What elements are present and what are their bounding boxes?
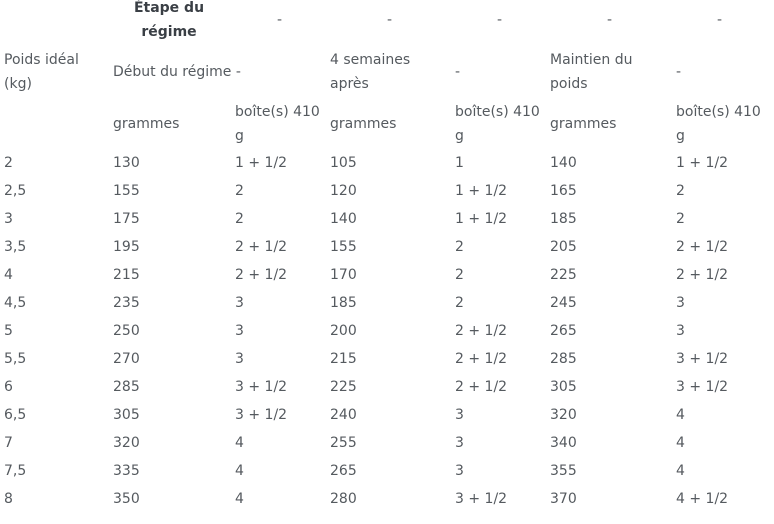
cell-debut-boites: 2 <box>235 183 244 199</box>
table-row <box>0 457 774 485</box>
cell-poids-ideal: 6 <box>4 379 13 395</box>
unit-grammes-2: grammes <box>330 116 397 132</box>
cell-debut-boites: 2 <box>235 211 244 227</box>
col-4-semaines-line1: 4 semaines <box>330 52 411 68</box>
header-dash: - <box>717 12 723 28</box>
cell-semaines-grammes: 265 <box>330 463 357 479</box>
unit-boites-3 <box>676 100 761 148</box>
unit-boites-1 <box>235 100 320 148</box>
cell-semaines-grammes: 185 <box>330 295 357 311</box>
col-maintien-line1: Maintien du <box>550 52 633 68</box>
cell-semaines-boites: 2 + 1/2 <box>455 323 508 339</box>
cell-poids-ideal: 2,5 <box>4 183 27 199</box>
cell-semaines-grammes: 255 <box>330 435 357 451</box>
col-debut-regime-dash: - <box>235 64 241 80</box>
cell-semaines-grammes: 105 <box>330 155 357 171</box>
cell-maintien-boites: 4 + 1/2 <box>676 491 729 507</box>
cell-semaines-grammes: 120 <box>330 183 357 199</box>
cell-maintien-boites: 4 <box>676 407 685 423</box>
cell-semaines-grammes: 140 <box>330 211 357 227</box>
cell-debut-grammes: 250 <box>113 323 140 339</box>
cell-semaines-boites: 2 <box>455 239 464 255</box>
cell-debut-boites: 4 <box>235 435 244 451</box>
table-row <box>0 401 774 429</box>
cell-maintien-grammes: 340 <box>550 435 577 451</box>
col-4-semaines-dash: - <box>455 64 461 80</box>
unit-boites-1-line1: boîte(s) 410 <box>235 104 320 120</box>
cell-maintien-grammes: 185 <box>550 211 577 227</box>
cell-debut-grammes: 130 <box>113 155 140 171</box>
cell-poids-ideal: 7 <box>4 435 13 451</box>
table-row <box>0 261 774 289</box>
col-4-semaines <box>330 48 410 96</box>
cell-maintien-grammes: 205 <box>550 239 577 255</box>
table-row <box>0 429 774 457</box>
cell-debut-grammes: 270 <box>113 351 140 367</box>
unit-boites-1-line2: g <box>235 128 244 144</box>
cell-maintien-boites: 4 <box>676 435 685 451</box>
cell-maintien-boites: 4 <box>676 463 685 479</box>
cell-semaines-boites: 2 <box>455 295 464 311</box>
unit-boites-3-line1: boîte(s) 410 <box>676 104 761 120</box>
col-poids-ideal-line2: (kg) <box>4 76 32 92</box>
cell-maintien-grammes: 320 <box>550 407 577 423</box>
cell-semaines-boites: 1 + 1/2 <box>455 183 508 199</box>
cell-poids-ideal: 7,5 <box>4 463 27 479</box>
cell-semaines-boites: 3 <box>455 407 464 423</box>
cell-poids-ideal: 6,5 <box>4 407 27 423</box>
unit-boites-2 <box>455 100 540 148</box>
header-dash: - <box>387 12 393 28</box>
header-dash: - <box>497 12 503 28</box>
cell-debut-grammes: 285 <box>113 379 140 395</box>
cell-debut-boites: 3 + 1/2 <box>235 379 288 395</box>
cell-poids-ideal: 8 <box>4 491 13 507</box>
cell-maintien-boites: 1 + 1/2 <box>676 155 729 171</box>
cell-debut-boites: 3 <box>235 323 244 339</box>
cell-debut-grammes: 235 <box>113 295 140 311</box>
unit-grammes-3: grammes <box>550 116 617 132</box>
cell-debut-grammes: 350 <box>113 491 140 507</box>
cell-maintien-grammes: 245 <box>550 295 577 311</box>
cell-semaines-grammes: 155 <box>330 239 357 255</box>
cell-maintien-grammes: 370 <box>550 491 577 507</box>
col-debut-regime <box>113 60 241 84</box>
table-row <box>0 177 774 205</box>
cell-debut-boites: 3 + 1/2 <box>235 407 288 423</box>
cell-maintien-boites: 3 + 1/2 <box>676 379 729 395</box>
cell-maintien-grammes: 305 <box>550 379 577 395</box>
cell-poids-ideal: 5 <box>4 323 13 339</box>
stage-header-title-line2: régime <box>141 24 197 40</box>
cell-semaines-boites: 2 + 1/2 <box>455 351 508 367</box>
cell-semaines-boites: 2 + 1/2 <box>455 379 508 395</box>
header-dash: - <box>277 12 283 28</box>
cell-semaines-grammes: 170 <box>330 267 357 283</box>
cell-debut-boites: 1 + 1/2 <box>235 155 288 171</box>
col-poids-ideal <box>4 48 79 96</box>
cell-semaines-grammes: 215 <box>330 351 357 367</box>
cell-maintien-grammes: 285 <box>550 351 577 367</box>
cell-poids-ideal: 5,5 <box>4 351 27 367</box>
table-row <box>0 149 774 177</box>
header-dash: - <box>607 12 613 28</box>
cell-maintien-grammes: 355 <box>550 463 577 479</box>
cell-maintien-boites: 2 <box>676 183 685 199</box>
cell-maintien-grammes: 140 <box>550 155 577 171</box>
cell-debut-grammes: 175 <box>113 211 140 227</box>
cell-debut-grammes: 320 <box>113 435 140 451</box>
col-maintien-dash: - <box>676 64 682 80</box>
cell-semaines-boites: 3 <box>455 463 464 479</box>
unit-boites-2-line1: boîte(s) 410 <box>455 104 540 120</box>
table-row <box>0 317 774 345</box>
table-row <box>0 373 774 401</box>
cell-poids-ideal: 2 <box>4 155 13 171</box>
col-poids-ideal-line1: Poids idéal <box>4 52 79 68</box>
cell-poids-ideal: 3,5 <box>4 239 27 255</box>
cell-debut-grammes: 305 <box>113 407 140 423</box>
cell-maintien-boites: 2 + 1/2 <box>676 239 729 255</box>
cell-maintien-grammes: 225 <box>550 267 577 283</box>
unit-boites-3-line2: g <box>676 128 685 144</box>
cell-debut-boites: 2 + 1/2 <box>235 239 288 255</box>
cell-poids-ideal: 4 <box>4 267 13 283</box>
col-debut-regime-label: Début du régime <box>113 64 232 80</box>
col-maintien <box>550 48 633 96</box>
unit-grammes-1: grammes <box>113 116 180 132</box>
cell-semaines-grammes: 200 <box>330 323 357 339</box>
cell-debut-grammes: 195 <box>113 239 140 255</box>
cell-debut-grammes: 335 <box>113 463 140 479</box>
cell-poids-ideal: 4,5 <box>4 295 27 311</box>
cell-maintien-boites: 2 <box>676 211 685 227</box>
cell-poids-ideal: 3 <box>4 211 13 227</box>
cell-debut-boites: 4 <box>235 491 244 507</box>
cell-debut-boites: 3 <box>235 351 244 367</box>
table-row <box>0 345 774 373</box>
cell-maintien-boites: 3 <box>676 295 685 311</box>
cell-maintien-boites: 3 <box>676 323 685 339</box>
cell-debut-grammes: 215 <box>113 267 140 283</box>
cell-semaines-boites: 3 <box>455 435 464 451</box>
cell-debut-grammes: 155 <box>113 183 140 199</box>
cell-semaines-boites: 2 <box>455 267 464 283</box>
cell-debut-boites: 4 <box>235 463 244 479</box>
cell-semaines-boites: 1 + 1/2 <box>455 211 508 227</box>
stage-header-title <box>124 0 214 44</box>
cell-maintien-boites: 3 + 1/2 <box>676 351 729 367</box>
cell-debut-boites: 3 <box>235 295 244 311</box>
cell-semaines-grammes: 225 <box>330 379 357 395</box>
col-maintien-line2: poids <box>550 76 588 92</box>
table-row <box>0 289 774 317</box>
table-row <box>0 233 774 261</box>
cell-maintien-grammes: 165 <box>550 183 577 199</box>
cell-semaines-boites: 3 + 1/2 <box>455 491 508 507</box>
cell-semaines-boites: 1 <box>455 155 464 171</box>
cell-semaines-grammes: 240 <box>330 407 357 423</box>
table-row <box>0 205 774 233</box>
col-4-semaines-line2: après <box>330 76 369 92</box>
cell-semaines-grammes: 280 <box>330 491 357 507</box>
unit-boites-2-line2: g <box>455 128 464 144</box>
stage-header-title-line1: Étape du <box>133 0 205 16</box>
cell-maintien-boites: 2 + 1/2 <box>676 267 729 283</box>
cell-maintien-grammes: 265 <box>550 323 577 339</box>
table-row <box>0 485 774 513</box>
cell-debut-boites: 2 + 1/2 <box>235 267 288 283</box>
